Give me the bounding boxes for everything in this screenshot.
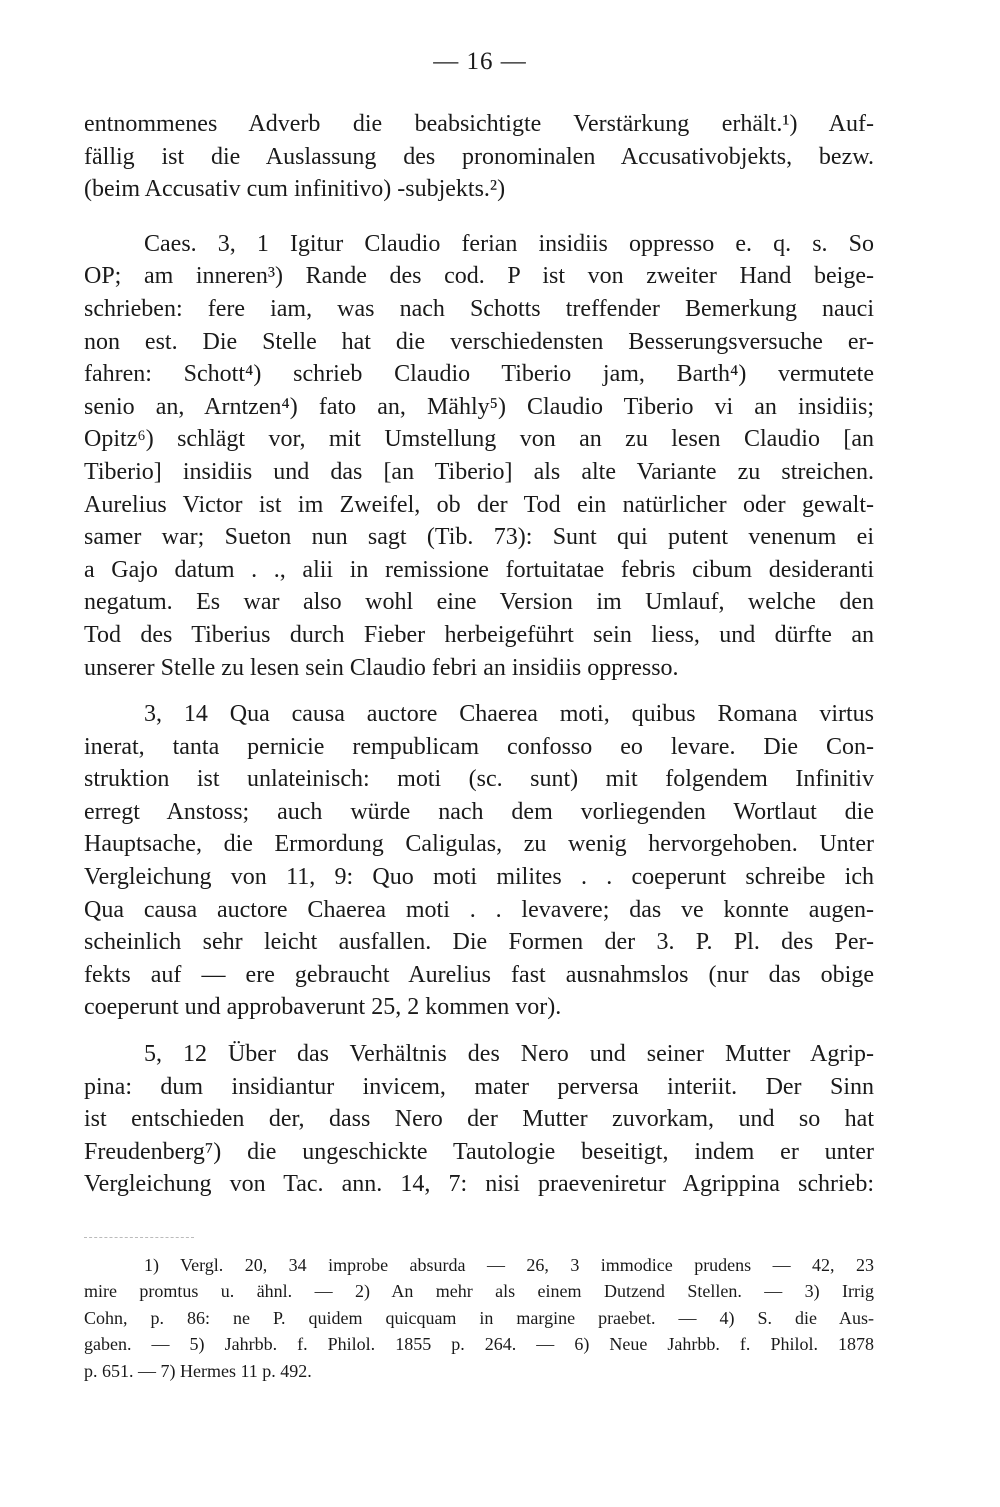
text-line: 5, 12 Über das Verhältnis des Nero und seiner Mutter Agrip- [144,1041,874,1068]
text-line: non est. Die Stelle hat die verschiedensten Besserungsversuche er- [84,328,874,355]
footnote-line: p. 651. — 7) Hermes 11 p. 492. [84,1360,312,1381]
text-line: Caes. 3, 1 Igitur Claudio ferian insidiis oppresso e. q. s. So [144,230,874,257]
text-line: Tod des Tiberius durch Fieber herbeigeführt sein liess, und dürfte an [84,621,874,648]
text-line: a Gajo datum . ., alii in remissione fortuitatae febris cibum desideranti [84,556,874,583]
footnote-line: Cohn, p. 86: ne P. quidem quicquam in margine praebet. — 4) S. die Aus- [84,1307,874,1328]
text-line: struktion ist unlateinisch: moti (sc. sunt) mit folgendem Infinitiv [84,766,874,793]
paragraph-2 [84,228,874,684]
text-line: entnommenes Adverb die beabsichtigte Verstärkung erhält.¹) Auf- [84,111,874,137]
text-line: fahren: Schott⁴) schrieb Claudio Tiberio jam, Barth⁴) vermutete [84,361,874,388]
paragraph-1 [84,108,874,206]
text-line: Tiberio] insidiis und das [an Tiberio] als alte Variante zu streichen. [84,458,874,485]
paragraph-gap [84,1024,874,1038]
text-line: coeperunt und approbaverunt 25, 2 kommen vor). [84,994,562,1021]
paragraph-gap [84,684,874,698]
text-line: erregt Anstoss; auch würde nach dem vorliegenden Wortlaut die [84,798,874,825]
page-number: — 16 — [433,48,527,75]
footnote-line: 1) Vergl. 20, 34 improbe absurda — 26, 3 immodice prudens — 42, 23 [144,1255,874,1275]
text-line: fekts auf — ere gebraucht Aurelius fast ausnahmslos (nur das obige [84,961,874,988]
text-line: (beim Accusativ cum infinitivo) -subjekts.²) [84,176,506,203]
text-line: schrieben: fere iam, was nach Schotts treffender Bemerkung nauci [84,295,874,322]
text-line: scheinlich sehr leicht ausfallen. Die Formen der 3. P. Pl. des Per- [84,929,874,956]
text-line: ist entschieden der, dass Nero der Mutter zuvorkam, und so hat [84,1106,874,1133]
text-line: unserer Stelle zu lesen sein Claudio febri an insidiis oppresso. [84,654,679,681]
text-line: Hauptsache, die Ermordung Caligulas, zu wenig hervorgehoben. Unter [84,831,874,858]
text-line: Aurelius Victor ist im Zweifel, ob der Tod ein natürlicher oder gewalt- [84,491,874,518]
text-line: negatum. Es war also wohl eine Version im Umlauf, welche den [84,589,874,616]
text-line: samer war; Sueton nun sagt (Tib. 73): Sunt qui putent venenum ei [84,524,874,551]
footnote-divider [84,1237,194,1238]
text-line: OP; am inneren³) Rande des cod. P ist von zweiter Hand beige- [84,263,874,290]
text-line: senio an, Arntzen⁴) fato an, Mähly⁵) Claudio Tiberio vi an insidiis; [84,393,874,420]
paragraph-gap [84,206,874,228]
body-text [84,108,874,1201]
text-line: inerat, tanta pernicie rempublicam confosso eo levare. Die Con- [84,733,874,760]
footnote-line: mire promtus u. ähnl. — 2) An mehr als einem Dutzend Stellen. — 3) Irrig [84,1281,874,1302]
paragraph-3 [84,698,874,1024]
text-line: pina: dum insidiantur invicem, mater perversa interiit. Der Sinn [84,1073,874,1100]
text-line: Qua causa auctore Chaerea moti . . levavere; das ve konnte augen- [84,896,874,923]
text-line: 3, 14 Qua causa auctore Chaerea moti, quibus Romana virtus [144,701,874,728]
text-line: Vergleichung von 11, 9: Quo moti milites . . coeperunt schreibe ich [84,864,874,891]
paragraph-4 [84,1038,874,1201]
footnote-line: gaben. — 5) Jahrbb. f. Philol. 1855 p. 264. — 6) Neue Jahrbb. f. Philol. 1878 [84,1334,874,1355]
text-line: Freudenberg⁷) die ungeschickte Tautologie beseitigt, indem er unter [84,1138,874,1165]
footnotes [84,1252,874,1384]
text-line: Opitz⁶) schlägt vor, mit Umstellung von an zu lesen Claudio [an [84,426,874,453]
text-line: fällig ist die Auslassung des pronominalen Accusativobjekts, bezw. [84,143,874,170]
text-line: Vergleichung von Tac. ann. 14, 7: nisi praeveniretur Agrippina schrieb: [84,1171,874,1198]
